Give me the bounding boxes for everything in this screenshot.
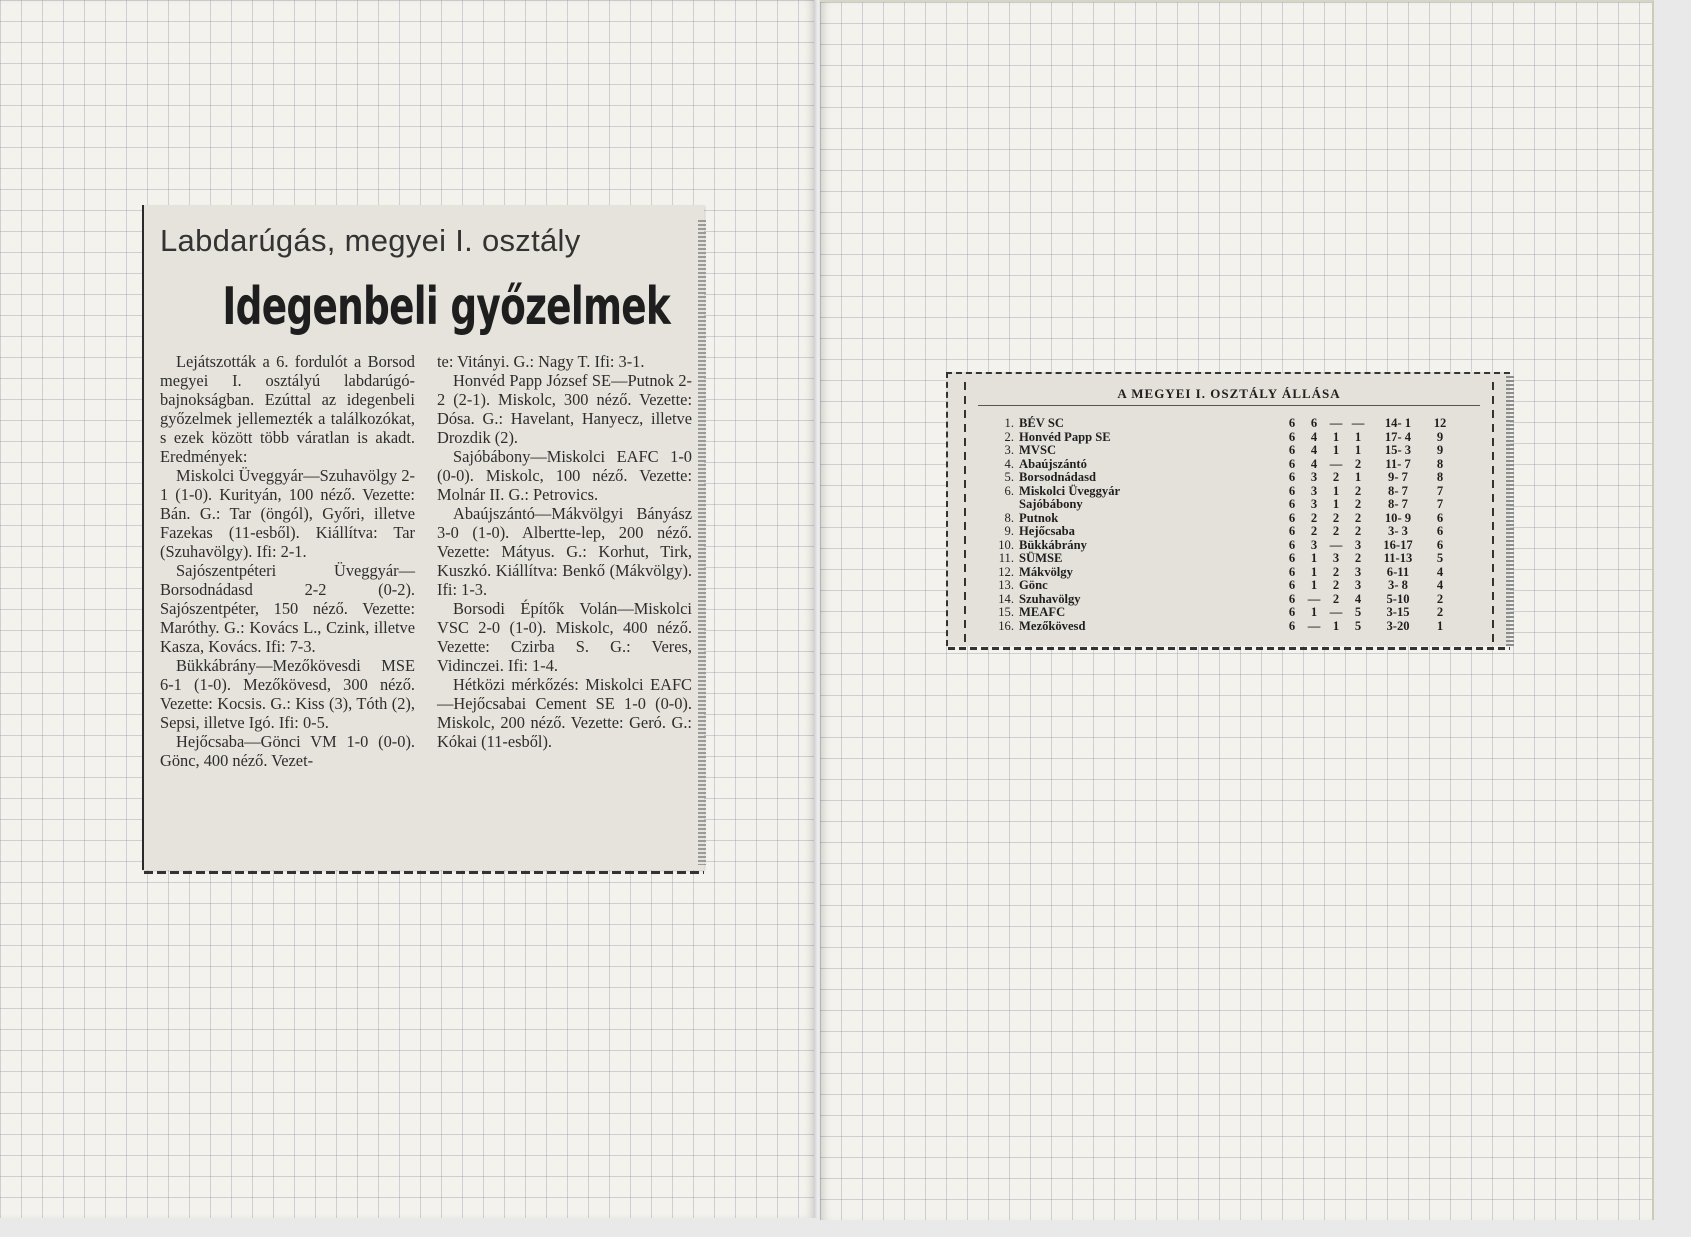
drawn: — xyxy=(1329,416,1343,430)
lost: 2 xyxy=(1354,551,1362,565)
position: 6. xyxy=(1004,483,1014,498)
team-name: Szuhavölgy xyxy=(1019,591,1081,606)
article-paragraph: Hétközi mérkőzés: Miskolci EAFC—Hejőcsabai Cement SE 1-0 (0-0). Miskolc, 200 néző. Vezette: Geró. G.: Kókai (11-esből). xyxy=(437,675,692,751)
team-name: Borsodnádasd xyxy=(1019,470,1096,484)
team-name: Honvéd Papp SE xyxy=(1019,429,1111,444)
played: 6 xyxy=(1288,537,1296,552)
article-paragraph: te: Vitányi. G.: Nagy T. Ifi: 3-1. xyxy=(437,352,645,371)
won: 1 xyxy=(1310,605,1318,619)
article-column-1 xyxy=(160,352,415,770)
table-row xyxy=(996,458,1476,472)
standings-title: A MEGYEI I. OSZTÁLY ÁLLÁSA xyxy=(1117,386,1341,401)
article-paragraph: Honvéd Papp József SE—Putnok 2-2 (2-1). Miskolc, 300 néző. Vezette: Dósa. G.: Havelant, Hanyecz, illetve Drozdik (2). xyxy=(437,371,692,447)
points: 6 xyxy=(1436,537,1444,552)
lost: 1 xyxy=(1354,470,1362,484)
points: 8 xyxy=(1436,470,1444,484)
cut-line xyxy=(144,871,704,874)
goals: 8- 7 xyxy=(1388,497,1408,511)
article-paragraph: Borsodi Építők Volán—Miskolci VSC 2-0 (1-0). Miskolc, 400 néző. Vezette: Czirba S. G.: Veres, Vidinczei. Ifi: 1-4. xyxy=(437,599,692,675)
won: 3 xyxy=(1310,470,1318,484)
position: 4. xyxy=(1004,456,1014,471)
won: 3 xyxy=(1310,497,1318,511)
standings-table xyxy=(996,417,1476,633)
played: 6 xyxy=(1288,578,1296,592)
played: 6 xyxy=(1288,618,1296,633)
goals: 8- 7 xyxy=(1388,483,1408,498)
played: 6 xyxy=(1288,524,1296,538)
article-paragraph: Bükkábrány—Mezőkövesdi MSE 6-1 (1-0). Mezőkövesd, 300 néző. Vezette: Kocsis. G.: Kiss (3), Tóth (2), Sepsi, illetve Igó. Ifi: 0-5. xyxy=(160,656,415,732)
won: 4 xyxy=(1310,443,1318,457)
goals: 16-17 xyxy=(1383,537,1413,552)
drawn: 1 xyxy=(1332,483,1340,498)
won: 1 xyxy=(1310,578,1318,592)
drawn: 2 xyxy=(1332,591,1340,606)
team-name: Mezőkövesd xyxy=(1019,618,1086,633)
points: 12 xyxy=(1433,416,1447,430)
goals: 11- 7 xyxy=(1385,456,1411,471)
position: 12. xyxy=(998,564,1014,579)
team-name: MEAFC xyxy=(1019,605,1066,619)
team-name: MVSC xyxy=(1019,443,1057,457)
played: 6 xyxy=(1288,510,1296,525)
drawn: 1 xyxy=(1332,618,1340,633)
article-paragraph: Abaújszántó—Mákvölgyi Bányász 3-0 (1-0). Albertte-lep, 200 néző. Vezette: Mátyus. G.: Korhut, Tirk, Kuszkó. Kiállítva: Benkő (Mákvölgy). Ifi: 1-3. xyxy=(437,504,692,599)
drawn: 2 xyxy=(1332,564,1340,579)
title-divider xyxy=(978,405,1480,406)
position: 16. xyxy=(998,618,1014,633)
table-row xyxy=(996,539,1476,553)
played: 6 xyxy=(1288,564,1296,579)
table-row xyxy=(996,485,1476,499)
lost: 5 xyxy=(1354,618,1362,633)
won: 1 xyxy=(1310,564,1318,579)
played: 6 xyxy=(1288,591,1296,606)
team-name: Abaújszántó xyxy=(1019,456,1087,471)
torn-edge xyxy=(1506,376,1514,646)
goals: 6-11 xyxy=(1386,564,1410,579)
lost: 3 xyxy=(1354,537,1362,552)
table-row xyxy=(996,525,1476,539)
standings-clipping xyxy=(946,372,1510,646)
table-row xyxy=(996,566,1476,580)
goals: 11-13 xyxy=(1383,551,1413,565)
drawn: 2 xyxy=(1332,470,1340,484)
table-row xyxy=(996,579,1476,593)
played: 6 xyxy=(1288,497,1296,511)
won: 3 xyxy=(1310,483,1318,498)
lost: 2 xyxy=(1354,524,1362,538)
article-column-2 xyxy=(437,352,692,770)
team-name: Miskolci Üveggyár xyxy=(1019,483,1121,498)
played: 6 xyxy=(1288,416,1296,430)
drawn: — xyxy=(1329,537,1343,552)
position: 13. xyxy=(998,578,1014,592)
article-paragraph: Lejátszották a 6. fordulót a Borsod megyei I. osztályú labdarúgó-bajnokságban. Ezúttal az idegenbeli győzelmek jellemezték a találkozókat, s ezek között több váratlan is akadt. Eredmények: xyxy=(160,352,415,466)
lost: 1 xyxy=(1354,429,1362,444)
drawn: 2 xyxy=(1332,524,1340,538)
team-name: SÜMSE xyxy=(1019,551,1063,565)
won: 2 xyxy=(1310,510,1318,525)
points: 9 xyxy=(1436,429,1444,444)
goals: 3- 8 xyxy=(1388,578,1408,592)
position: 15. xyxy=(998,605,1014,619)
goals: 3- 3 xyxy=(1388,524,1408,538)
table-row xyxy=(996,417,1476,431)
points: 7 xyxy=(1436,497,1444,511)
points: 6 xyxy=(1436,524,1444,538)
table-row xyxy=(996,593,1476,607)
points: 7 xyxy=(1436,483,1444,498)
dashed-border-left xyxy=(964,382,966,642)
team-name: Mákvölgy xyxy=(1019,564,1073,579)
team-name: Putnok xyxy=(1019,510,1059,525)
article-paragraph: Sajóbábony—Miskolci EAFC 1-0 (0-0). Miskolc, 100 néző. Vezette: Molnár II. G.: Petrovics. xyxy=(437,447,692,504)
played: 6 xyxy=(1288,443,1296,457)
goals: 14- 1 xyxy=(1384,416,1412,430)
lost: — xyxy=(1351,416,1365,430)
lost: 2 xyxy=(1354,497,1362,511)
points: 5 xyxy=(1436,551,1444,565)
table-row xyxy=(996,471,1476,485)
article-headline: Idegenbeli győzelmek xyxy=(222,277,671,337)
won: — xyxy=(1307,591,1321,606)
lost: 2 xyxy=(1354,510,1362,525)
position: 5. xyxy=(1004,470,1014,484)
table-row xyxy=(996,498,1476,512)
won: — xyxy=(1307,618,1321,633)
goals: 9- 7 xyxy=(1388,470,1408,484)
drawn: 1 xyxy=(1332,497,1340,511)
table-row xyxy=(996,431,1476,445)
goals: 15- 3 xyxy=(1384,443,1412,457)
won: 2 xyxy=(1310,524,1318,538)
drawn: 1 xyxy=(1332,429,1340,444)
article-body xyxy=(160,352,692,770)
points: 9 xyxy=(1436,443,1444,457)
played: 6 xyxy=(1288,605,1296,619)
position: 8. xyxy=(1004,510,1014,525)
lost: 3 xyxy=(1354,578,1362,592)
goals: 10- 9 xyxy=(1384,510,1412,525)
team-name: BÉV SC xyxy=(1019,416,1064,430)
drawn: 2 xyxy=(1332,578,1340,592)
cut-line xyxy=(948,647,1510,650)
points: 4 xyxy=(1436,564,1444,579)
position: 10. xyxy=(998,537,1014,552)
goals: 17- 4 xyxy=(1384,429,1412,444)
article-paragraph: Hejőcsaba—Gönci VM 1-0 (0-0). Gönc, 400 néző. Vezet- xyxy=(160,732,415,770)
points: 1 xyxy=(1436,618,1444,633)
newspaper-clipping xyxy=(142,205,704,870)
position: 9. xyxy=(1004,524,1014,538)
lost: 3 xyxy=(1354,564,1362,579)
goals: 5-10 xyxy=(1386,591,1410,606)
played: 6 xyxy=(1288,470,1296,484)
drawn: — xyxy=(1329,456,1343,471)
played: 6 xyxy=(1288,429,1296,444)
lost: 1 xyxy=(1354,443,1362,457)
drawn: 2 xyxy=(1332,510,1340,525)
goals: 3-15 xyxy=(1386,605,1410,619)
drawn: — xyxy=(1329,605,1343,619)
position: 1. xyxy=(1004,416,1014,430)
torn-edge xyxy=(698,220,706,865)
lost: 2 xyxy=(1354,456,1362,471)
won: 4 xyxy=(1310,456,1318,471)
table-row xyxy=(996,552,1476,566)
lost: 5 xyxy=(1354,605,1362,619)
table-row xyxy=(996,606,1476,620)
position: 3. xyxy=(1004,443,1014,457)
table-row xyxy=(996,512,1476,526)
team-name: Hejőcsaba xyxy=(1019,524,1075,538)
lost: 4 xyxy=(1354,591,1362,606)
drawn: 3 xyxy=(1332,551,1340,565)
article-paragraph: Sajószentpéteri Üveggyár—Borsodnádasd 2-2 (0-2). Sajószentpéter, 150 néző. Vezette: Maróthy. G.: Kovács L., Czink, illetve Kasza, Kovács. Ifi: 7-3. xyxy=(160,561,415,656)
won: 1 xyxy=(1310,551,1318,565)
table-row xyxy=(996,620,1476,634)
position: 2. xyxy=(1004,429,1014,444)
position: 11. xyxy=(998,551,1014,565)
article-paragraph: Miskolci Üveggyár—Szuhavölgy 2-1 (1-0). Kurityán, 100 néző. Vezette: Bán. G.: Tar (öngól), Győri, illetve Fazekas (11-esből). Kiállítva: Tar (Szuhavölgy). Ifi: 2-1. xyxy=(160,466,415,561)
points: 2 xyxy=(1436,591,1444,606)
points: 4 xyxy=(1436,578,1444,592)
team-name: Bükkábrány xyxy=(1019,537,1087,552)
drawn: 1 xyxy=(1332,443,1340,457)
played: 6 xyxy=(1288,551,1296,565)
won: 3 xyxy=(1310,537,1318,552)
points: 2 xyxy=(1436,605,1444,619)
played: 6 xyxy=(1288,456,1296,471)
table-row xyxy=(996,444,1476,458)
dashed-border-right xyxy=(1492,382,1494,642)
goals: 3-20 xyxy=(1386,618,1410,633)
team-name: Sajóbábony xyxy=(1019,497,1083,511)
won: 4 xyxy=(1310,429,1318,444)
lost: 2 xyxy=(1354,483,1362,498)
played: 6 xyxy=(1288,483,1296,498)
team-name: Gönc xyxy=(1019,578,1048,592)
position: 14. xyxy=(998,591,1014,606)
points: 6 xyxy=(1436,510,1444,525)
points: 8 xyxy=(1436,456,1444,471)
article-kicker: Labdarúgás, megyei I. osztály xyxy=(160,223,581,258)
won: 6 xyxy=(1310,416,1318,430)
